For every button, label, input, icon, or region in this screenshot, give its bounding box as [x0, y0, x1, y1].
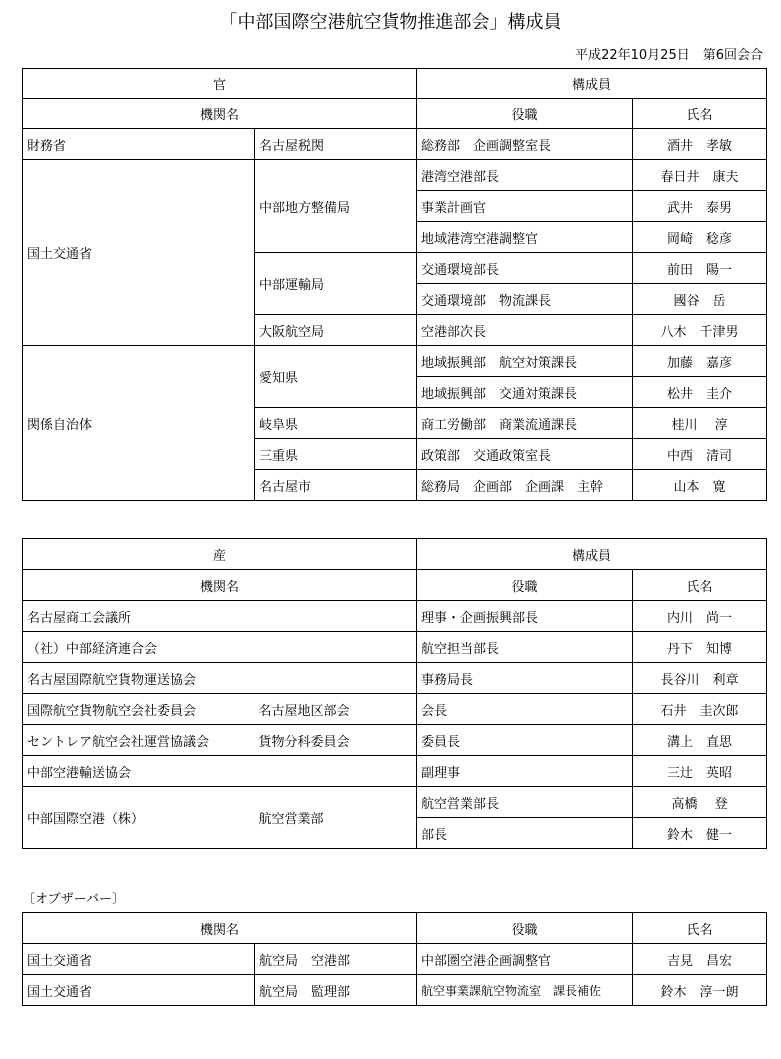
- sub-org-cell: 名古屋税関: [255, 129, 417, 160]
- name-cell: 高橋 登: [633, 787, 767, 818]
- position-cell: 総務部 企画調整室長: [417, 129, 633, 160]
- name-cell: 國谷 岳: [633, 284, 767, 315]
- sub-org-cell: 三重県: [255, 439, 417, 470]
- industry-members-table: [22, 538, 767, 849]
- table-row: [23, 725, 767, 756]
- name-cell: 溝上 直思: [633, 725, 767, 756]
- org-cell: 国土交通省: [23, 160, 255, 346]
- name-cell: 酒井 孝敏: [633, 129, 767, 160]
- name-cell: 八木 千津男: [633, 315, 767, 346]
- table-row: [23, 663, 767, 694]
- position-header: 役職: [417, 570, 633, 601]
- position-cell: 委員長: [417, 725, 633, 756]
- position-cell: 航空担当部長: [417, 632, 633, 663]
- sub-org-cell: 中部地方整備局: [255, 160, 417, 253]
- position-header: 役職: [417, 99, 633, 129]
- position-cell: 政策部 交通政策室長: [417, 439, 633, 470]
- table-row: [23, 756, 767, 787]
- observer-label: 〔オブザーバー〕: [22, 892, 125, 907]
- position-cell: 航空営業部長: [417, 787, 633, 818]
- org-cell: 名古屋国際航空貨物運送協会: [23, 663, 255, 694]
- org-cell: 国際航空貨物航空会社委員会: [23, 694, 255, 725]
- org-header: 機関名: [23, 570, 417, 601]
- sub-org-cell: [255, 663, 417, 694]
- position-cell: 総務局 企画部 企画課 主幹: [417, 470, 633, 501]
- position-header: 役職: [417, 913, 633, 944]
- meeting-date: 平成22年10月25日 第6回会合: [575, 48, 763, 63]
- org-cell: セントレア航空会社運営協議会: [23, 725, 255, 756]
- observer-members-table: [22, 912, 767, 1006]
- name-cell: 長谷川 利章: [633, 663, 767, 694]
- org-header: 機関名: [23, 913, 417, 944]
- org-cell: 関係自治体: [23, 346, 255, 501]
- sub-org-cell: 名古屋地区部会: [255, 694, 417, 725]
- position-cell: 副理事: [417, 756, 633, 787]
- org-cell: 中部空港輸送協会: [23, 756, 255, 787]
- position-cell: 交通環境部 物流課長: [417, 284, 633, 315]
- sub-org-cell: [255, 601, 417, 632]
- table-row: [23, 694, 767, 725]
- name-cell: 三辻 英昭: [633, 756, 767, 787]
- org-cell: 国土交通省: [23, 944, 255, 975]
- page-title: 「中部国際空港航空貨物推進部会」構成員: [219, 12, 562, 33]
- name-cell: 石井 圭次郎: [633, 694, 767, 725]
- name-header: 氏名: [633, 570, 767, 601]
- name-cell: 鈴木 淳一朗: [633, 975, 767, 1006]
- position-cell: 中部圏空港企画調整官: [417, 944, 633, 975]
- table-row: [23, 601, 767, 632]
- org-cell: （社）中部経済連合会: [23, 632, 255, 663]
- name-cell: 内川 尚一: [633, 601, 767, 632]
- name-cell: 加藤 嘉彦: [633, 346, 767, 377]
- sub-org-cell: 岐阜県: [255, 408, 417, 439]
- sub-org-cell: 航空営業部: [255, 787, 417, 849]
- sub-org-cell: 貨物分科委員会: [255, 725, 417, 756]
- position-cell: 地域振興部 航空対策課長: [417, 346, 633, 377]
- sub-org-cell: 航空局 監理部: [255, 975, 417, 1006]
- position-cell: 地域港湾空港調整官: [417, 222, 633, 253]
- org-cell: 中部国際空港（株）: [23, 787, 255, 849]
- section-header-kan: 官: [23, 69, 417, 99]
- position-cell: 部長: [417, 818, 633, 849]
- sub-org-cell: 中部運輸局: [255, 253, 417, 315]
- sub-org-cell: 愛知県: [255, 346, 417, 408]
- position-cell: 理事・企画振興部長: [417, 601, 633, 632]
- name-cell: 春日井 康夫: [633, 160, 767, 191]
- sub-org-cell: 名古屋市: [255, 470, 417, 501]
- table-row: [23, 944, 767, 975]
- name-header: 氏名: [633, 99, 767, 129]
- name-cell: 丹下 知博: [633, 632, 767, 663]
- position-cell: 交通環境部長: [417, 253, 633, 284]
- name-cell: 武井 泰男: [633, 191, 767, 222]
- name-cell: 桂川 淳: [633, 408, 767, 439]
- name-cell: 山本 寛: [633, 470, 767, 501]
- name-cell: 岡崎 稔彦: [633, 222, 767, 253]
- name-cell: 前田 陽一: [633, 253, 767, 284]
- name-cell: 松井 圭介: [633, 377, 767, 408]
- sub-org-cell: [255, 632, 417, 663]
- org-cell: 財務省: [23, 129, 255, 160]
- name-header: 氏名: [633, 913, 767, 944]
- name-cell: 吉見 昌宏: [633, 944, 767, 975]
- section-header-san: 産: [23, 539, 417, 570]
- members-header: 構成員: [417, 539, 767, 570]
- position-cell: 商工労働部 商業流通課長: [417, 408, 633, 439]
- table-row: [23, 160, 767, 191]
- members-header: 構成員: [417, 69, 767, 99]
- position-cell: 事務局長: [417, 663, 633, 694]
- position-cell: 港湾空港部長: [417, 160, 633, 191]
- sub-org-cell: 大阪航空局: [255, 315, 417, 346]
- position-cell: 事業計画官: [417, 191, 633, 222]
- table-row: [23, 975, 767, 1006]
- table-row: [23, 346, 767, 377]
- name-cell: 鈴木 健一: [633, 818, 767, 849]
- name-cell: 中西 清司: [633, 439, 767, 470]
- position-cell: 地域振興部 交通対策課長: [417, 377, 633, 408]
- table-row: [23, 632, 767, 663]
- position-cell: 空港部次長: [417, 315, 633, 346]
- table-row: [23, 129, 767, 160]
- position-cell: 航空事業課航空物流室 課長補佐: [417, 975, 633, 1006]
- sub-org-cell: 航空局 空港部: [255, 944, 417, 975]
- sub-org-cell: [255, 756, 417, 787]
- org-cell: 名古屋商工会議所: [23, 601, 255, 632]
- org-cell: 国土交通省: [23, 975, 255, 1006]
- table-row: [23, 787, 767, 818]
- org-header: 機関名: [23, 99, 417, 129]
- position-cell: 会長: [417, 694, 633, 725]
- government-members-table: [22, 68, 767, 501]
